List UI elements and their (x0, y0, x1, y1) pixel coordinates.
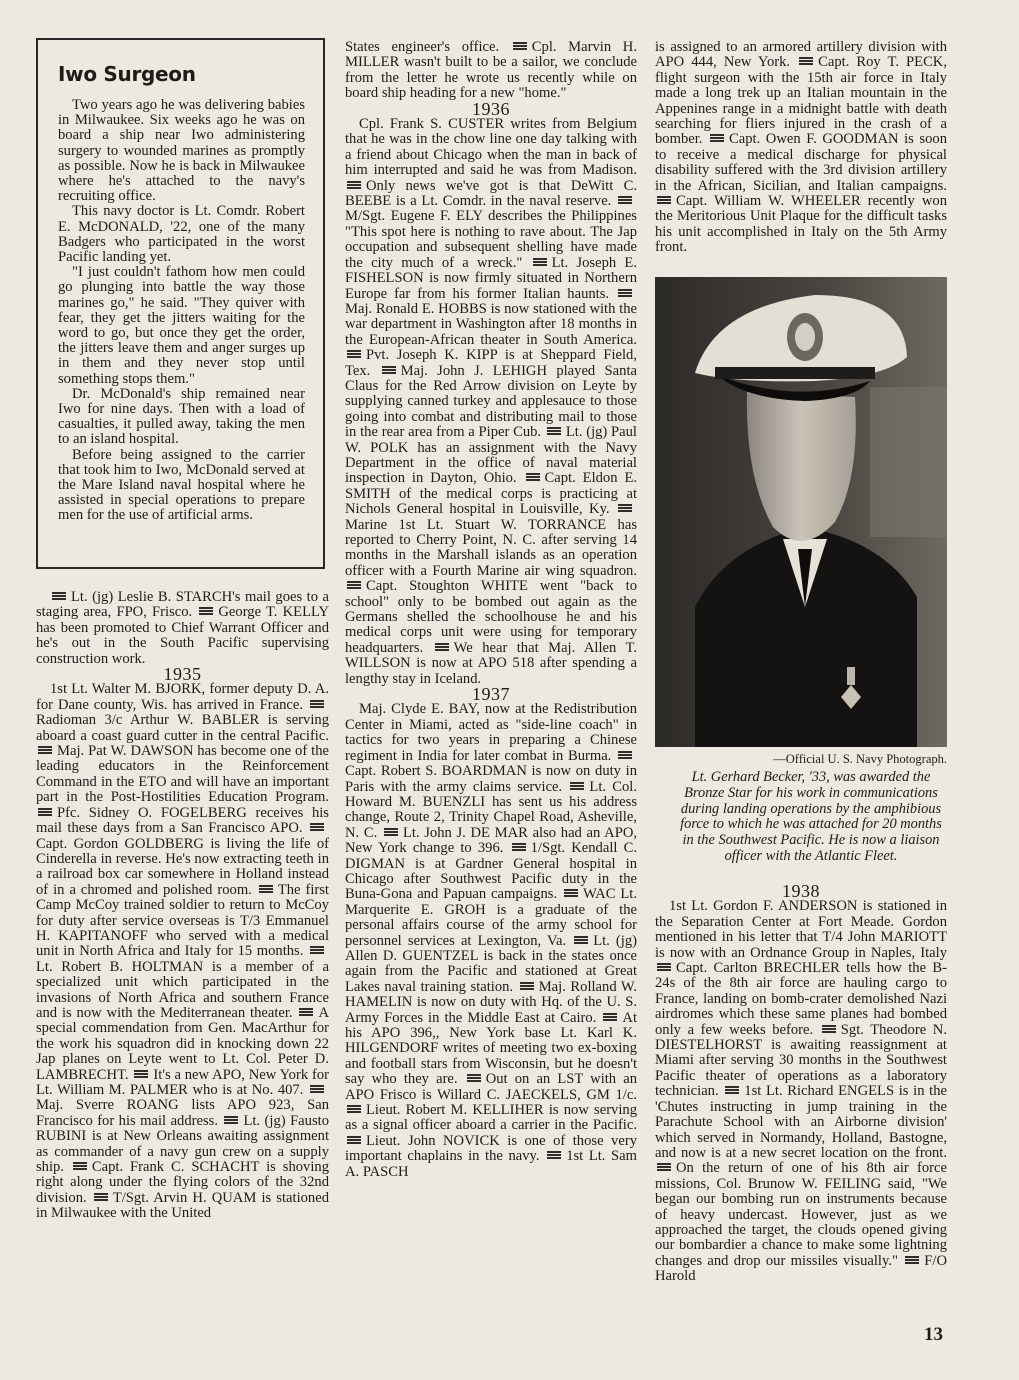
flag-icon (618, 504, 632, 513)
flag-icon (905, 1256, 919, 1265)
flag-icon (347, 350, 361, 359)
news-item: Maj. Clyde E. BAY, now at the Redistribution Center in Miami, acted as "side-line coach" in tactics for two years in preparing a Chinese regiment in India for later combat in Burma. Capt. Robert S. BOARDMAN is now on duty in Paris with the army claims service. Lt. Col. Howard M. BUENZLI has sent us his address change, Route 2, Trinity Chapel Road, Asheville, N. C. Lt. John J. DE MAR also had an APO, New York change to 396. 1/Sgt. Kendall C. DIGMAN is at Gardner General hospital in Chicago after Southwest Pacific duty in the Buna-Gona and Papuan campaigns. WAC Lt. Marquerite E. GROH is a graduate of the personal affairs course of the army school for personnel services at Lexington, Va. Lt. (jg) Allen D. GUENTZEL is back in the states once again from the Pacific and stationed at Great Lakes naval training station. Maj. Rolland W. HAMELIN is now on duty with Hq. of the U. S. Army Forces in the Middle East at Cairo. At his APO 396,, New York base Lt. Karl K. HILGENDORF writes of meeting two ex-boxing and football stars from Wisconsin, but he doesn't say who they are. Out on an LST with an APO Frisco is Willard C. JAECKELS, GM 1/c. Lieut. Robert M. KELLIHER is now serving as a signal officer aboard a carrier in the Pacific. Lieut. John NOVICK is one of those very important chaplains in the navy. 1st Lt. Sam A. PASCH (345, 701, 638, 1180)
column-2 (345, 40, 637, 1180)
flag-icon (134, 1070, 148, 1079)
column-3 (655, 40, 947, 256)
flag-icon (618, 289, 632, 298)
flag-icon (547, 1151, 561, 1160)
news-item: is assigned to an armored artillery division with APO 444, New York. Capt. Roy T. PECK, flight surgeon with the 15th air force in Italy made a long trek up an Italian mountain in the Appenines range in a midnight battle with death searching for fliers injured in the crash of a bomber. Capt. Owen F. GOODMAN is soon to receive a medical discharge for physical disability suffered with the 3rd division artillery in the African, Sicilian, and Italian campaigns. Capt. William W. WHEELER recently won the Meritorious Unit Plaque for the difficult tasks his unit accomplished in Italy on the 5th Army front. (655, 39, 947, 256)
news-item: Lt. (jg) Leslie B. STARCH's mail goes to a staging area, FPO, Frisco. George T. KELLY has been promoted to Chief Warrant Officer and he's out in the South Pacific supervising construction work. (36, 589, 329, 667)
flag-icon (799, 57, 813, 66)
officer-photo (655, 277, 947, 747)
flag-icon (224, 1116, 238, 1125)
flag-icon (513, 42, 527, 51)
flag-icon (435, 643, 449, 652)
sidebar-paragraph: This navy doctor is Lt. Comdr. Robert E. McDONALD, '22, one of the many Badgers who participated in the worst Pacific landing yet. (58, 203, 305, 266)
news-item: 1st Lt. Gordon F. ANDERSON is stationed in the Separation Center at Fort Meade. Gordon mentioned in his letter that T/4 John MARIOTT is now with an Ordnance Group in Naples, Italy Capt. Carlton BRECHLER tells how the B-24s of the 8th air force are hauling cargo to France, landing on bomb-crater demolished Nazi airdromes which these same planes had bombed only a few weeks before. Sgt. Theodore N. DIESTELHORST is awaiting reassignment at Miami after serving 30 months in the Southwest Pacific theater of operations as a laboratory technician. 1st Lt. Richard ENGELS is in the 'Chutes instructing in jump training in the Parachute School with an Airborne division' which served in Normandy, Holland, Bastogne, and now is at a new secret location on the front. On the return of one of his 8th air force missions, Col. Brunow W. FEILING said, "We began our bombing run on instruments because of heavy undercast. However, just as we approached the target, the clouds opened giving our bombardier a chance to make some lightning changes and drop our missiles visually." F/O Harold (655, 898, 947, 1285)
flag-icon (603, 1013, 617, 1022)
photo-caption: Lt. Gerhard Becker, '33, was awarded the Bronze Star for his work in communications during landing operations by the amphibious force to which he was attached for 20 months in the Southwest Pacific. He is now a liaison officer with the Atlantic Fleet. (680, 769, 942, 864)
flag-icon (618, 751, 632, 760)
flag-icon (347, 1136, 361, 1145)
flag-icon (259, 885, 273, 894)
flag-icon (564, 889, 578, 898)
flag-icon (310, 946, 324, 955)
flag-icon (310, 1085, 324, 1094)
flag-icon (310, 700, 324, 709)
flag-icon (299, 1008, 313, 1017)
flag-icon (347, 181, 361, 190)
flag-icon (547, 427, 561, 436)
sidebar-box (36, 38, 325, 569)
flag-icon (657, 963, 671, 972)
column-1 (36, 590, 329, 1222)
news-item: Cpl. Frank S. CUSTER writes from Belgium that he was in the chow line one day talking with a friend about Chicago when the man in back of him interrupted and said he was from Madison. Only news we've got is that DeWitt C. BEEBE is a Lt. Comdr. in the naval reserve. M/Sgt. Eugene F. ELY describes the Philippines "This spot here is nothing to rave about. The Jap occupation and subsequent shelling have made the city much of a wreck." Lt. Joseph E. FISHELSON is now firmly situated in Northern Europe far from his former Italian haunts. Maj. Ronald E. HOBBS is now stationed with the war department in Washington after 18 months in the European-African theater in South America. Pvt. Joseph K. KIPP is at Sheppard Field, Tex. Maj. John J. LEHIGH played Santa Claus for the Red Arrow division on Leyte by supplying canned turkey and applesauce to those going into combat and distributing mail to those in the rear area from a Piper Cub. Lt. (jg) Paul W. POLK has an assignment with the Navy Department in the office of naval material inspection in Dayton, Ohio. Capt. Eldon E. SMITH of the medical corps is practicing at Nichols General hospital in Louisville, Ky. Marine 1st Lt. Stuart W. TORRANCE has reported to Cherry Point, N. C. after serving 14 months in the Marshall islands as an operation officer with a Fourth Marine air wing squadron. Capt. Stoughton WHITE went "back to school" only to be bombed out again as the Germans shelled the schoolhouse he and his medical corps unit were using for temporary headquarters. We hear that Maj. Allen T. WILLSON is now at APO 518 after spending a lengthy stay in Iceland. (345, 116, 638, 687)
class-year-heading: 1936 (472, 98, 510, 119)
photo-credit: —Official U. S. Navy Photograph. (773, 752, 947, 766)
class-year-heading: 1938 (782, 881, 820, 901)
flag-icon (199, 607, 213, 616)
class-year-heading: 1937 (472, 684, 510, 705)
flag-icon (710, 134, 724, 143)
flag-icon (512, 843, 526, 852)
page-number: 13 (924, 1324, 943, 1345)
flag-icon (657, 1163, 671, 1172)
flag-icon (94, 1193, 108, 1202)
flag-icon (520, 982, 534, 991)
flag-icon (574, 936, 588, 945)
news-item: States engineer's office. Cpl. Marvin H. MILLER wasn't built to be a sailor, we conclude from the letter he wrote us recently while on board ship heading for a new "home." (345, 39, 637, 102)
sidebar-paragraph: Before being assigned to the carrier that took him to Iwo, McDonald served at the Mare Island naval hospital where he assisted in special operations to prepare men for the use of artificial arms. (58, 446, 305, 524)
flag-icon (347, 1105, 361, 1114)
flag-icon (73, 1162, 87, 1171)
flag-icon (570, 782, 584, 791)
flag-icon (52, 592, 66, 601)
flag-icon (822, 1025, 836, 1034)
news-item: 1st Lt. Walter M. BJORK, former deputy D. A. for Dane county, Wis. has arrived in France. Radioman 3/c Arthur W. BABLER is serving aboard a coast guard cutter in the central Pacific. Maj. Pat W. DAWSON has become one of the leading educators in the Reinforcement Command in the ETO and will have an important part in the Post-Hostilities Education Program. Pfc. Sidney O. FOGELBERG receives his mail these days from a San Francisco APO. Capt. Gordon GOLDBERG is living the life of Cinderella in reverse. He's now extracting teeth in a railroad box car somewhere in Holland instead of in a chromed and polished room. The first Camp McCoy trained soldier to return to McCoy for duty after service overseas is T/3 Emmanuel H. KAPITANOFF who served with a medical unit in North Africa and Italy for 15 months. Lt. Robert B. HOLTMAN is a member of a specialized unit which participated in the invasions of North Africa and southern France and is now with the Mediterranean theater. A special commendation from Gen. MacArthur for the work his squadron did in knocking down 22 Jap planes on Leyte went to Lt. Col. Peter D. LAMBRECHT. It's a new APO, New York for Lt. William M. PALMER who is at No. 407. Maj. Sverre ROANG lists APO 923, San Francisco for his mail address. Lt. (jg) Fausto RUBINI is at New Orleans awaiting assignment as commander of a navy gun crew on a supply ship. Capt. Frank C. SCHACHT is shoving right along under the flying colors of the 32nd division. T/Sgt. Arvin H. QUAM is stationed in Milwaukee with the United (36, 681, 329, 1222)
flag-icon (526, 473, 540, 482)
flag-icon (38, 746, 52, 755)
flag-icon (533, 258, 547, 267)
sidebar-paragraph: Dr. McDonald's ship remained near Iwo for nine days. Then with a load of casualties, it pulled away, taking the men to an island hospital. (58, 385, 305, 448)
flag-icon (384, 828, 398, 837)
flag-icon (467, 1074, 481, 1083)
flag-icon (725, 1086, 739, 1095)
sidebar-title: Iwo Surgeon (58, 62, 196, 86)
flag-icon (657, 196, 671, 205)
class-year-heading: 1935 (163, 664, 202, 685)
column-3-lower (655, 881, 947, 1285)
sidebar-paragraph: Two years ago he was delivering babies in Milwaukee. Six weeks ago he was on board a ship near Iwo administering surgery to wounded marines as promptly as possible. Now he is back in Milwaukee where he's attached to the navy's recruiting office. (58, 97, 305, 205)
flag-icon (618, 196, 632, 205)
flag-icon (347, 581, 361, 590)
officer-portrait-image (655, 277, 947, 747)
flag-icon (382, 366, 396, 375)
flag-icon (38, 808, 52, 817)
sidebar-paragraph: "I just couldn't fathom how men could go plunging into battle the way those marines go," he said. "They quiver with fear, they get the jitters waiting for the word to go, but once they get the order, the jitters leave them and anger surges up in them and they never stop until something stops them." (58, 264, 305, 387)
flag-icon (310, 823, 324, 832)
